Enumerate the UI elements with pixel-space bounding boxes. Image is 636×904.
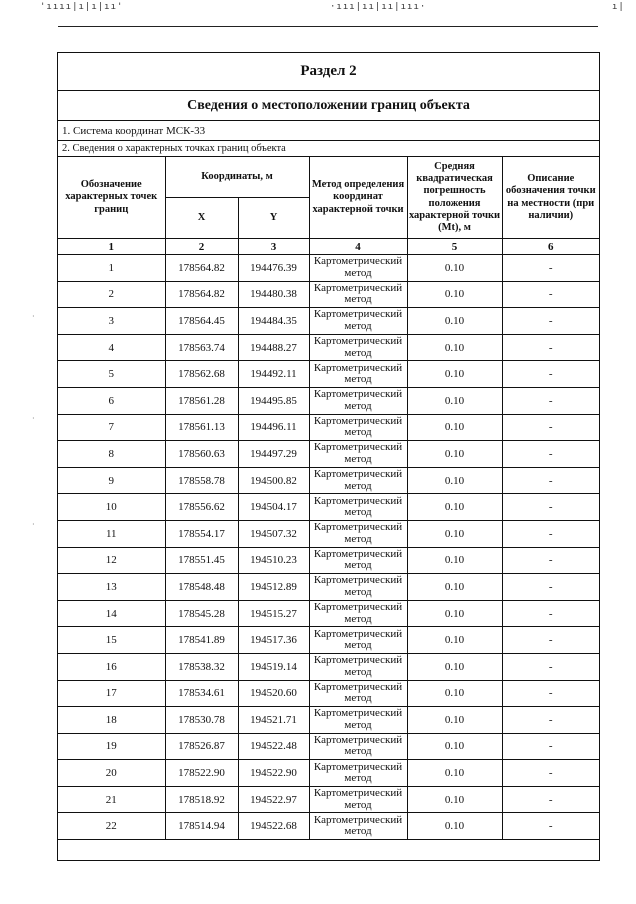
error-cell: 0.10 [407, 813, 502, 840]
points-heading: 2. Сведения о характерных точках границ объекта [58, 141, 599, 157]
y-coordinate-cell: 194512.89 [238, 574, 309, 601]
table-row [58, 574, 599, 601]
scan-marks-right: ı| [612, 2, 625, 12]
x-coordinate-cell: 178554.17 [165, 520, 238, 547]
method-cell: Картометрический метод [309, 547, 407, 574]
error-cell: 0.10 [407, 281, 502, 308]
error-cell: 0.10 [407, 467, 502, 494]
error-cell: 0.10 [407, 733, 502, 760]
column-number: 5 [407, 239, 502, 255]
error-cell: 0.10 [407, 255, 502, 282]
error-cell: 0.10 [407, 786, 502, 813]
description-cell: - [502, 334, 599, 361]
boundary-points-table [58, 157, 599, 840]
description-cell: - [502, 813, 599, 840]
scan-speck: · [32, 312, 35, 321]
description-cell: - [502, 441, 599, 468]
method-cell: Картометрический метод [309, 813, 407, 840]
table-row [58, 467, 599, 494]
y-coordinate-cell: 194522.48 [238, 733, 309, 760]
x-coordinate-cell: 178564.82 [165, 255, 238, 282]
table-row [58, 600, 599, 627]
table-body [58, 255, 599, 840]
error-cell: 0.10 [407, 308, 502, 335]
y-coordinate-cell: 194522.68 [238, 813, 309, 840]
x-coordinate-cell: 178564.45 [165, 308, 238, 335]
point-number-cell: 12 [58, 547, 165, 574]
point-number-cell: 6 [58, 387, 165, 414]
description-cell: - [502, 281, 599, 308]
method-cell: Картометрический метод [309, 494, 407, 521]
scan-speck: · [32, 520, 35, 529]
error-cell: 0.10 [407, 547, 502, 574]
table-row [58, 414, 599, 441]
table-row [58, 627, 599, 654]
description-cell: - [502, 707, 599, 734]
x-coordinate-cell: 178514.94 [165, 813, 238, 840]
scan-marks-center: ·ııı|ıı|ıı|ııı· [330, 2, 427, 12]
description-cell: - [502, 600, 599, 627]
error-cell: 0.10 [407, 441, 502, 468]
method-cell: Картометрический метод [309, 786, 407, 813]
table-header-row [58, 157, 599, 198]
x-coordinate-cell: 178548.48 [165, 574, 238, 601]
header-description: Описание обозначения точки на местности (при наличии) [502, 157, 599, 239]
header-coordinates: Координаты, м [165, 157, 309, 198]
y-coordinate-cell: 194480.38 [238, 281, 309, 308]
column-number-row [58, 239, 599, 255]
error-cell: 0.10 [407, 387, 502, 414]
table-row [58, 308, 599, 335]
method-cell: Картометрический метод [309, 574, 407, 601]
point-number-cell: 18 [58, 707, 165, 734]
description-cell: - [502, 760, 599, 787]
description-cell: - [502, 680, 599, 707]
scan-marks-left: 'ıııı|ı|ı|ıı' [40, 2, 124, 12]
table-row [58, 441, 599, 468]
y-coordinate-cell: 194522.97 [238, 786, 309, 813]
method-cell: Картометрический метод [309, 520, 407, 547]
method-cell: Картометрический метод [309, 414, 407, 441]
point-number-cell: 17 [58, 680, 165, 707]
point-number-cell: 21 [58, 786, 165, 813]
point-number-cell: 13 [58, 574, 165, 601]
header-designation: Обозначение характерных точек границ [58, 157, 165, 239]
error-cell: 0.10 [407, 707, 502, 734]
description-cell: - [502, 387, 599, 414]
table-row [58, 760, 599, 787]
y-coordinate-cell: 194495.85 [238, 387, 309, 414]
method-cell: Картометрический метод [309, 760, 407, 787]
table-footer-blank [58, 840, 599, 860]
x-coordinate-cell: 178556.62 [165, 494, 238, 521]
error-cell: 0.10 [407, 760, 502, 787]
method-cell: Картометрический метод [309, 653, 407, 680]
scan-speck: · [32, 414, 35, 423]
table-row [58, 387, 599, 414]
method-cell: Картометрический метод [309, 467, 407, 494]
point-number-cell: 15 [58, 627, 165, 654]
point-number-cell: 19 [58, 733, 165, 760]
error-cell: 0.10 [407, 680, 502, 707]
description-cell: - [502, 308, 599, 335]
method-cell: Картометрический метод [309, 680, 407, 707]
table-row [58, 494, 599, 521]
point-number-cell: 5 [58, 361, 165, 388]
description-cell: - [502, 494, 599, 521]
x-coordinate-cell: 178518.92 [165, 786, 238, 813]
point-number-cell: 14 [58, 600, 165, 627]
error-cell: 0.10 [407, 520, 502, 547]
y-coordinate-cell: 194476.39 [238, 255, 309, 282]
point-number-cell: 20 [58, 760, 165, 787]
error-cell: 0.10 [407, 494, 502, 521]
table-row [58, 281, 599, 308]
y-coordinate-cell: 194484.35 [238, 308, 309, 335]
y-coordinate-cell: 194510.23 [238, 547, 309, 574]
y-coordinate-cell: 194492.11 [238, 361, 309, 388]
x-coordinate-cell: 178526.87 [165, 733, 238, 760]
table-row [58, 707, 599, 734]
y-coordinate-cell: 194521.71 [238, 707, 309, 734]
column-number: 1 [58, 239, 165, 255]
x-coordinate-cell: 178562.68 [165, 361, 238, 388]
description-cell: - [502, 786, 599, 813]
table-row [58, 653, 599, 680]
header-rule [58, 26, 598, 27]
error-cell: 0.10 [407, 414, 502, 441]
point-number-cell: 2 [58, 281, 165, 308]
x-coordinate-cell: 178530.78 [165, 707, 238, 734]
method-cell: Картометрический метод [309, 255, 407, 282]
x-coordinate-cell: 178563.74 [165, 334, 238, 361]
point-number-cell: 4 [58, 334, 165, 361]
y-coordinate-cell: 194522.90 [238, 760, 309, 787]
x-coordinate-cell: 178545.28 [165, 600, 238, 627]
error-cell: 0.10 [407, 600, 502, 627]
column-number: 2 [165, 239, 238, 255]
x-coordinate-cell: 178538.32 [165, 653, 238, 680]
document-frame [57, 52, 600, 861]
description-cell: - [502, 574, 599, 601]
y-coordinate-cell: 194507.32 [238, 520, 309, 547]
document-subtitle: Сведения о местоположении границ объекта [58, 91, 599, 121]
column-number: 3 [238, 239, 309, 255]
y-coordinate-cell: 194488.27 [238, 334, 309, 361]
y-coordinate-cell: 194517.36 [238, 627, 309, 654]
point-number-cell: 7 [58, 414, 165, 441]
error-cell: 0.10 [407, 653, 502, 680]
point-number-cell: 3 [58, 308, 165, 335]
x-coordinate-cell: 178564.82 [165, 281, 238, 308]
point-number-cell: 1 [58, 255, 165, 282]
x-coordinate-cell: 178522.90 [165, 760, 238, 787]
description-cell: - [502, 255, 599, 282]
point-number-cell: 10 [58, 494, 165, 521]
table-row [58, 255, 599, 282]
point-number-cell: 8 [58, 441, 165, 468]
table-row [58, 786, 599, 813]
y-coordinate-cell: 194496.11 [238, 414, 309, 441]
table-row [58, 334, 599, 361]
x-coordinate-cell: 178558.78 [165, 467, 238, 494]
table-row [58, 733, 599, 760]
x-coordinate-cell: 178534.61 [165, 680, 238, 707]
point-number-cell: 22 [58, 813, 165, 840]
header-x: X [165, 198, 238, 239]
error-cell: 0.10 [407, 574, 502, 601]
description-cell: - [502, 627, 599, 654]
column-number: 6 [502, 239, 599, 255]
table-row [58, 520, 599, 547]
description-cell: - [502, 520, 599, 547]
method-cell: Картометрический метод [309, 733, 407, 760]
header-y: Y [238, 198, 309, 239]
method-cell: Картометрический метод [309, 627, 407, 654]
error-cell: 0.10 [407, 627, 502, 654]
method-cell: Картометрический метод [309, 707, 407, 734]
error-cell: 0.10 [407, 334, 502, 361]
header-method: Метод определения координат характерной точки [309, 157, 407, 239]
point-number-cell: 9 [58, 467, 165, 494]
method-cell: Картометрический метод [309, 441, 407, 468]
point-number-cell: 11 [58, 520, 165, 547]
description-cell: - [502, 361, 599, 388]
method-cell: Картометрический метод [309, 308, 407, 335]
method-cell: Картометрический метод [309, 281, 407, 308]
column-number: 4 [309, 239, 407, 255]
y-coordinate-cell: 194519.14 [238, 653, 309, 680]
header-error: Средняя квадратическая погрешность положения характерной точки (Mt), м [407, 157, 502, 239]
table-row [58, 361, 599, 388]
description-cell: - [502, 733, 599, 760]
y-coordinate-cell: 194515.27 [238, 600, 309, 627]
method-cell: Картометрический метод [309, 334, 407, 361]
error-cell: 0.10 [407, 361, 502, 388]
x-coordinate-cell: 178561.13 [165, 414, 238, 441]
x-coordinate-cell: 178560.63 [165, 441, 238, 468]
table-row [58, 813, 599, 840]
description-cell: - [502, 414, 599, 441]
point-number-cell: 16 [58, 653, 165, 680]
x-coordinate-cell: 178561.28 [165, 387, 238, 414]
x-coordinate-cell: 178541.89 [165, 627, 238, 654]
description-cell: - [502, 547, 599, 574]
coordinate-system-line: 1. Система координат МСК-33 [58, 121, 599, 141]
y-coordinate-cell: 194504.17 [238, 494, 309, 521]
y-coordinate-cell: 194500.82 [238, 467, 309, 494]
y-coordinate-cell: 194497.29 [238, 441, 309, 468]
y-coordinate-cell: 194520.60 [238, 680, 309, 707]
x-coordinate-cell: 178551.45 [165, 547, 238, 574]
table-row [58, 547, 599, 574]
description-cell: - [502, 653, 599, 680]
section-title: Раздел 2 [58, 53, 599, 91]
description-cell: - [502, 467, 599, 494]
table-row [58, 680, 599, 707]
method-cell: Картометрический метод [309, 387, 407, 414]
method-cell: Картометрический метод [309, 600, 407, 627]
method-cell: Картометрический метод [309, 361, 407, 388]
